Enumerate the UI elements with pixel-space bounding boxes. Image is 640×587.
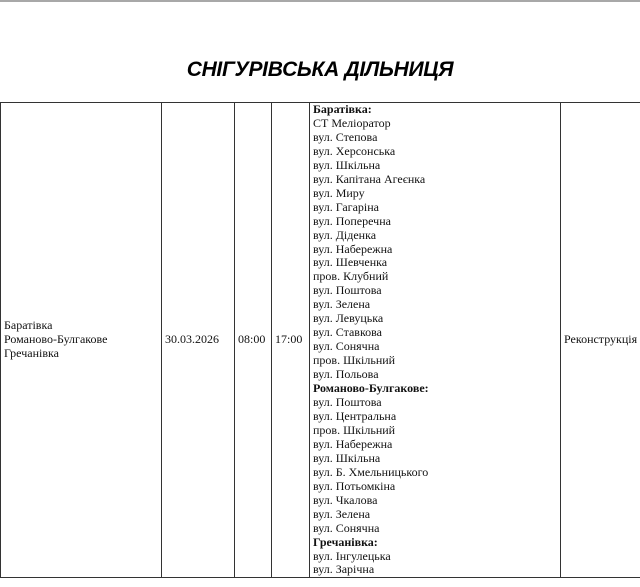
street-item: вул. Поштова <box>313 395 382 410</box>
street-item: вул. Зелена <box>313 297 371 312</box>
street-item: вул. Ставкова <box>313 325 382 340</box>
street-item: СТ Меліоратор <box>313 115 391 130</box>
end-time-cell: 17:00 <box>272 103 310 578</box>
villages-cell <box>1 103 162 578</box>
village-name: Гречанівка <box>4 346 59 361</box>
street-item: вул. Миру <box>313 185 365 200</box>
table-row <box>1 103 640 578</box>
street-item: вул. Інгулецька <box>313 548 391 563</box>
streets-cell <box>310 103 561 578</box>
street-item: вул. Зелена <box>313 506 371 521</box>
street-item: вул. Капітана Агеєнка <box>313 171 426 186</box>
street-item: вул. Набережна <box>313 241 393 256</box>
street-item: вул. Шевченка <box>313 255 388 270</box>
street-item: вул. Степова <box>313 129 378 144</box>
village-name: Романово-Булгакове <box>4 332 108 347</box>
settlement-heading: Романово-Булгакове: <box>313 381 429 396</box>
settlement-heading: Гречанівка: <box>313 534 378 549</box>
street-item: вул. Польова <box>313 367 379 382</box>
street-item: вул. Херсонська <box>313 143 396 158</box>
street-item: пров. Шкільний <box>313 422 396 437</box>
date-cell: 30.03.2026 <box>162 103 235 578</box>
street-item: вул. Левуцька <box>313 311 384 326</box>
village-name: Баратівка <box>4 318 53 333</box>
street-item: вул. Чкалова <box>313 492 378 507</box>
street-item: вул. Поштова <box>313 283 382 298</box>
street-item: вул. Б. Хмельницького <box>313 464 429 479</box>
street-item: пров. Клубний <box>313 269 389 284</box>
street-item: вул. Поперечна <box>313 213 391 228</box>
street-item: вул. Діденка <box>313 227 377 242</box>
street-item: вул. Сонячна <box>313 520 380 535</box>
street-item: вул. Шкільна <box>313 450 381 465</box>
outage-schedule-table <box>0 102 640 578</box>
street-item: пров. Шкільний <box>313 353 396 368</box>
street-item: вул. Потьомкіна <box>313 478 396 493</box>
page-top-rule <box>0 0 640 2</box>
reason-cell: Реконструкція <box>561 103 640 578</box>
street-item: вул. Сонячна <box>313 339 380 354</box>
page-title: СНІГУРІВСЬКА ДІЛЬНИЦЯ <box>186 58 454 81</box>
street-item: вул. Шкільна <box>313 157 381 172</box>
settlement-heading: Баратівка: <box>313 102 372 116</box>
street-item: вул. Центральна <box>313 408 397 423</box>
street-item: вул. Зарічна <box>313 562 375 577</box>
streets-list <box>313 103 557 577</box>
start-time-cell: 08:00 <box>235 103 272 578</box>
street-item: вул. Набережна <box>313 436 393 451</box>
street-item: вул. Гагаріна <box>313 199 380 214</box>
